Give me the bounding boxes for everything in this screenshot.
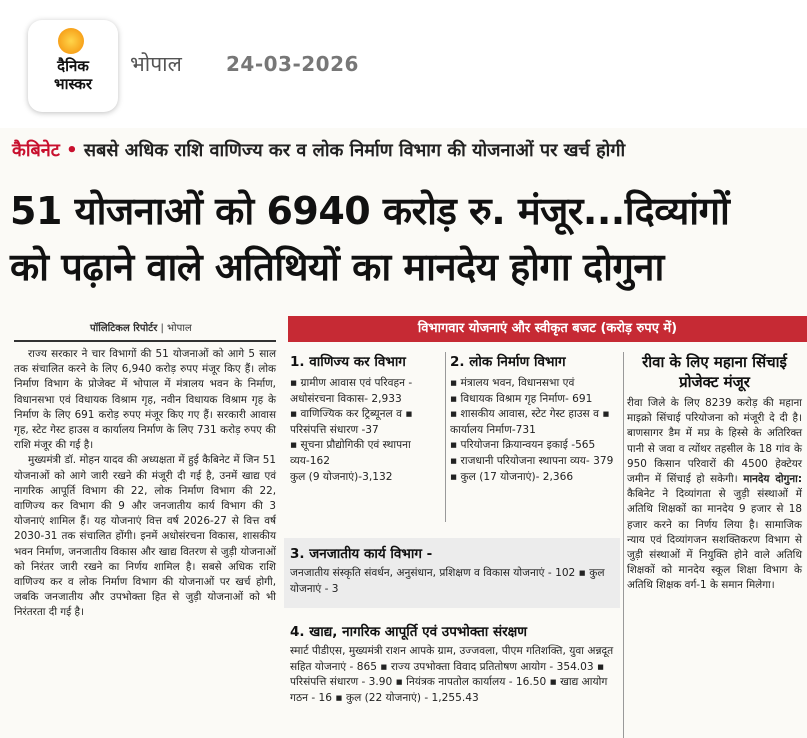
- section2-item: ▪ राजधानी परियोजना स्थापना व्यय- 379 ▪ कुल (17 योजनाएं)- 2,366: [450, 454, 614, 483]
- section-food-supplies: [284, 622, 620, 706]
- kicker-text: सबसे अधिक राशि वाणिज्य कर व लोक निर्माण विभाग की योजनाओं पर खर्च होगी: [83, 140, 626, 161]
- byline-reporter: पॉलिटिकल रिपोर्टर: [90, 323, 158, 334]
- section2-item: ▪ शासकीय आवास, स्टेट गेस्ट हाउस व ▪ कार्यालय निर्माण-731: [450, 408, 610, 436]
- sidebar-paragraph-1: रीवा जिले के लिए 8239 करोड़ की महाना माइक्रो सिंचाई परियोजना को मंजूरी दे दी है। बाणसागर डैम में मप्र के हिस्से के अतिरिक्त पानी से जवा व त्योंथर तहसील के 18 गांव के 950 किसान परिवारों की 4500 हेक्टेयर जमीन में सिंचाई हो सकेगी।: [627, 397, 802, 486]
- section1-item: ▪ वाणिज्यिक कर ट्रिब्यूनल व ▪ परिसंपत्ति संधारण -37: [290, 408, 413, 436]
- sidebar-title: रीवा के लिए महाना सिंचाई प्रोजेक्ट मंजूर: [642, 353, 787, 391]
- edition-city[interactable]: भोपाल: [130, 52, 182, 76]
- budget-banner: विभागवार योजनाएं और स्वीकृत बजट (करोड़ रुपए में): [288, 316, 807, 342]
- article-kicker: [12, 138, 625, 162]
- section4-text: स्मार्ट पीडीएस, मुख्यमंत्री राशन आपके ग्राम, उज्जवला, पीएम गतिशक्ति, युवा अन्नदूत सहित योजनाएं - 865 ▪ राज्य उपभोक्ता विवाद प्रतितोषण आयोग - 354.03 ▪ परिसंपत्ति संधारण - 3.90 ▪ नियंत्रक नापतोल कार्यालय - 16.50 ▪ खाद्य आयोग गठन - 16 ▪ कुल (22 योजनाएं) - 1,255.43: [290, 645, 614, 704]
- section1-item: ▪ सूचना प्रौद्योगिकी एवं स्थापना व्यय-162: [290, 439, 411, 467]
- section3-text: जनजातीय संस्कृति संवर्धन, अनुसंधान, प्रशिक्षण व विकास योजनाएं - 102 ▪ कुल योजनाएं - 3: [290, 567, 605, 595]
- section1-item: ▪ ग्रामीण आवास एवं परिवहन - अधोसंरचना विकास- 2,933: [290, 377, 413, 405]
- section-public-works: [450, 352, 618, 485]
- sidebar-paragraph-2: कैबिनेट ने दिव्यांगता से जुड़ी संस्थाओं में अतिथि शिक्षकों का मानदेय 9 हजार से 18 हजार करने का निर्णय लिया है। सामाजिक न्याय एवं दिव्यांगजन सशक्तिकरण विभाग से जुड़ी संस्थाओं में नियुक्ति होने वाले अतिथि शिक्षकों को मानदेय स्कूल शिक्षा विभाग के अतिथि शिक्षक वर्ग-1 के समान मिलेगा।: [627, 488, 802, 592]
- kicker-label: कैबिनेट: [12, 140, 60, 161]
- headline-line2: को पढ़ाने वाले अतिथियों का मानदेय होगा दोगुना: [10, 245, 664, 289]
- section2-item: ▪ परियोजना क्रियान्वयन इकाई -565: [450, 439, 596, 452]
- article-paragraph-2: मुख्यमंत्री डॉ. मोहन यादव की अध्यक्षता में हुई कैबिनेट में जिन 51 योजनाओं को आगे जारी रखने की मंजूरी दी गई है, उनमें खाद्य एवं नागरिक आपूर्ति विभाग की 22, लोक निर्माण विभाग की 22, वाणिज्य कर विभाग की 9 और जनजातीय कार्य विभाग की 3 योजनाएं शामिल हैं। यह योजनाएं वित्त वर्ष 2026-27 से वित्त वर्ष 2030-31 तक संचालित होंगी। इनमें अधोसंरचना विकास, शासकीय भवन निर्माण, जनजातीय विकास और खाद्य वितरण से जुड़ी योजनाओं को निरंतर जारी रखने का निर्णय शामिल है। सबसे अधिक राशि वाणिज्य कर व लोक निर्माण विभाग की योजनाओं पर खर्च होगी, जबकि जनजातीय और उपभोक्ता हित से जुड़ी योजनाओं को भी निरंतरता दी गई है।: [14, 454, 276, 619]
- section2-title: 2. लोक निर्माण विभाग: [450, 354, 566, 370]
- section2-item: ▪ विधायक विश्राम गृह निर्माण- 691: [450, 392, 593, 405]
- section4-title: 4. खाद्य, नागरिक आपूर्ति एवं उपभोक्ता संरक्षण: [290, 624, 528, 640]
- logo-line2: भास्कर: [54, 75, 92, 93]
- sidebar-story: [627, 352, 802, 594]
- article-body: [14, 347, 276, 621]
- section1-title: 1. वाणिज्य कर विभाग: [290, 354, 406, 370]
- headline-line1: 51 योजनाओं को 6940 करोड़ रु. मंजूर...दिव्यांगों: [10, 189, 730, 233]
- dainik-bhaskar-logo[interactable]: [28, 20, 118, 112]
- kicker-bullet: •: [66, 140, 78, 161]
- sidebar-body: [627, 396, 802, 594]
- app-header: [0, 0, 807, 118]
- section-tribal-affairs: [284, 538, 620, 608]
- section2-item: ▪ मंत्रालय भवन, विधानसभा एवं: [450, 377, 575, 389]
- section3-title: 3. जनजातीय कार्य विभाग -: [290, 546, 433, 562]
- logo-line1: दैनिक: [57, 57, 89, 75]
- column-divider: [623, 352, 624, 738]
- sidebar-label: मानदेय दोगुना:: [743, 473, 802, 486]
- sun-logo-icon: [58, 28, 84, 54]
- byline-city: भोपाल: [167, 323, 192, 334]
- byline: पॉलिटिकल रिपोर्टर | भोपाल: [90, 323, 192, 334]
- edition-date[interactable]: 24-03-2026: [226, 52, 359, 76]
- column-divider: [445, 352, 446, 522]
- article-paragraph-1: राज्य सरकार ने चार विभागों की 51 योजनाओं को आगे 5 साल तक संचालित करने के लिए 6,940 करोड़ रुपए मंजूर किए हैं। लोक निर्माण विभाग के प्रोजेक्ट में भोपाल में मंत्रालय भवन के निर्माण, विधानसभा एवं विधायक विश्राम गृह, नवीन विधायक विश्राम गृह के निर्माण के लिए 691 करोड़ रुपए मंजूर किए गए हैं। सरकारी आवास गृह, स्टेट गेस्ट हाउस व कार्यालय निर्माण के लिए 731 करोड़ रुपए की राशि मंजूर की गई है।: [14, 348, 276, 452]
- section1-total: कुल (9 योजनाएं)-3,132: [290, 470, 393, 483]
- section-commercial-tax: [290, 352, 440, 485]
- column-rule: [14, 340, 276, 342]
